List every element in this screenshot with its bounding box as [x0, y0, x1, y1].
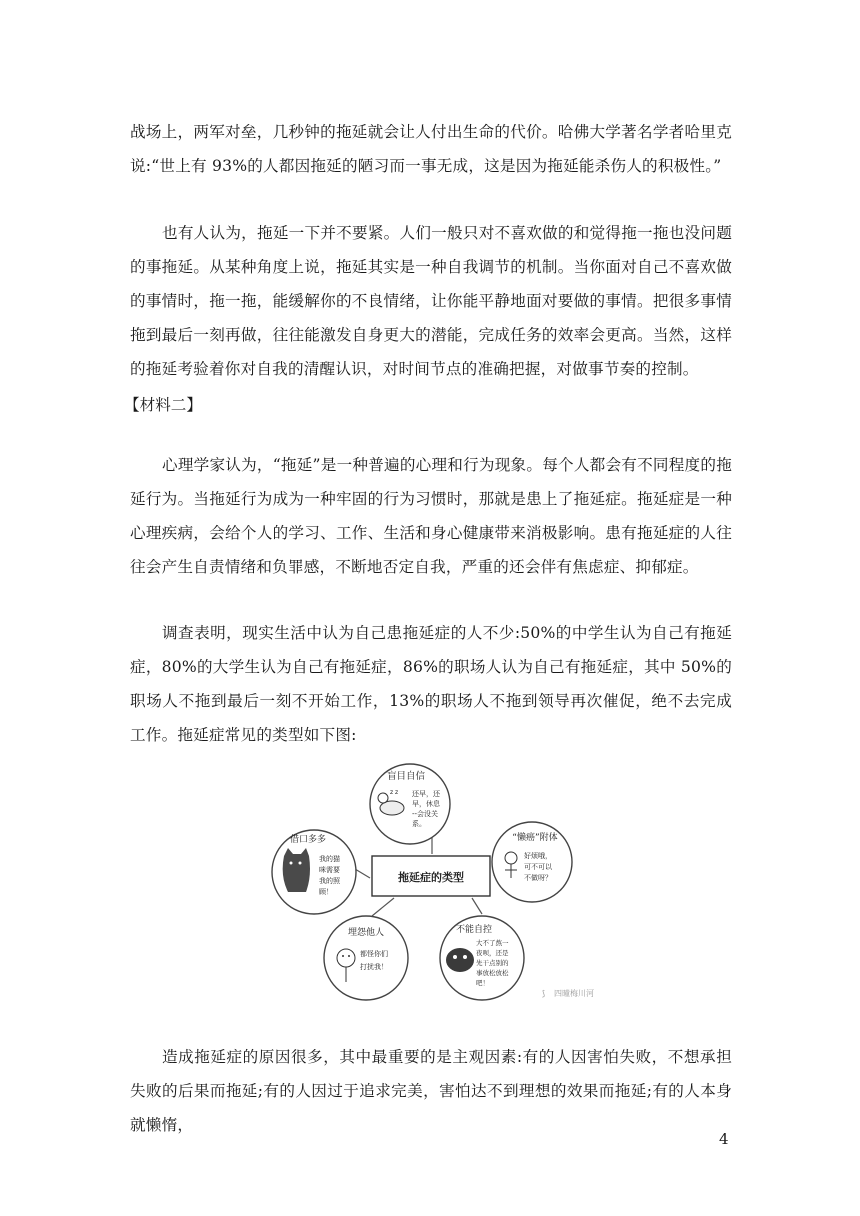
paragraph-causes: 造成拖延症的原因很多，其中最重要的是主观因素:有的人因害怕失败，不想承担失败的后果而拖延;有的人因过于追求完美，害怕达不到理想的效果而拖延;有的人本身就懒惰， — [130, 1048, 732, 1134]
svg-text:吧！: 吧！ — [476, 979, 489, 987]
svg-text:可不可以: 可不可以 — [524, 863, 552, 871]
node-title: 借口多多 — [289, 835, 327, 845]
diagram-watermark — [542, 988, 594, 998]
watermark-icon: ⟆ — [542, 989, 546, 998]
svg-text:咪需要: 咪需要 — [319, 866, 340, 874]
diagram-node-blind-confidence — [370, 764, 450, 844]
diagram-node-blame-others — [324, 916, 408, 1000]
svg-text:z z: z z — [390, 789, 399, 796]
dark-blob-icon — [446, 948, 474, 972]
node-title: 埋怨他人 — [347, 928, 385, 938]
svg-text:四曈梅川河: 四曈梅川河 — [554, 989, 594, 998]
diagram-node-lazy — [492, 822, 572, 902]
paragraph-survey: 调查表明，现实生活中认为自己患拖延症的人不少:50%的中学生认为自己有拖延症，80%的大学生认为自己有拖延症，86%的职场人认为自己有拖延症，其中 50%的职场人不拖到最后一刻不开始工作，13%的职场人不拖到领导再次催促，绝不去完成工作。拖延症常见的类型如下图: — [130, 624, 732, 744]
svg-text:先干点别的: 先干点别的 — [476, 959, 509, 967]
paragraph-psychology: 心理学家认为，“拖延”是一种普遍的心理和行为现象。每个人都会有不同程度的拖延行为。当拖延行为成为一种牢固的行为习惯时，那就是患上了拖延症。拖延症是一种心理疾病，会给个人的学习、工作、生活和身心健康带来消极影响。患有拖延症的人往往会产生自责情绪和负罪感，不断地否定自我，严重的还会伴有焦虑症、抑郁症。 — [130, 456, 732, 576]
paragraph-self-regulation: 也有人认为，拖延一下并不要紧。人们一般只对不喜欢做的和觉得拖一拖也没问题的事拖延。从某种角度上说，拖延其实是一种自我调节的机制。当你面对自己不喜欢做的事情时，拖一拖，能缓解你的不良情绪，让你能平静地面对要做的事情。把很多事情拖到最后一刻再做，往往能激发自身更大的潜能，完成任务的效率会更高。当然，这样的拖延考验着你对自我的清醒认识，对时间节点的准确把握，对做事节奏的控制。 — [130, 224, 732, 378]
diagram-center-label: 拖延症的类型 — [398, 871, 464, 884]
svg-text:大不了熬一: 大不了熬一 — [476, 939, 509, 947]
svg-text:好烦哦，: 好烦哦， — [524, 852, 552, 860]
svg-text:事放松放松: 事放松放松 — [476, 969, 509, 977]
section-label-material-two: 【材料二】 — [124, 396, 202, 414]
svg-text:我的猫: 我的猫 — [319, 855, 340, 863]
svg-text:系。: 系。 — [412, 820, 426, 828]
diagram-center-box — [372, 856, 490, 896]
svg-text:夜呗，还是: 夜呗，还是 — [476, 949, 509, 957]
svg-text:都怪你们: 都怪你们 — [360, 950, 388, 958]
svg-text:--会没关: --会没关 — [412, 810, 439, 818]
svg-text:顾！: 顾！ — [319, 888, 333, 896]
svg-text:还早，还: 还早，还 — [412, 790, 440, 798]
svg-text:我的照: 我的照 — [319, 877, 340, 885]
procrastination-types-diagram — [262, 746, 602, 1018]
diagram-node-no-self-control — [440, 916, 524, 1000]
svg-text:打扰我！: 打扰我！ — [360, 963, 388, 971]
page-number: 4 — [719, 1130, 729, 1148]
diagram-node-excuses — [272, 830, 356, 914]
node-title: 盲目自信 — [386, 771, 426, 782]
svg-text:不做呀？: 不做呀？ — [524, 874, 552, 882]
paragraph-battlefield: 战场上，两军对垒，几秒钟的拖延就会让人付出生命的代价。哈佛大学著名学者哈里克说:“世上有 93%的人都因拖延的陋习而一事无成，这是因为拖延能杀伤人的积极性。” — [130, 123, 732, 175]
cat-icon — [283, 848, 310, 892]
svg-text:早，休息: 早，休息 — [412, 800, 440, 808]
node-title: “懒癌”附体 — [512, 833, 558, 843]
node-title: 不能自控 — [455, 925, 493, 935]
